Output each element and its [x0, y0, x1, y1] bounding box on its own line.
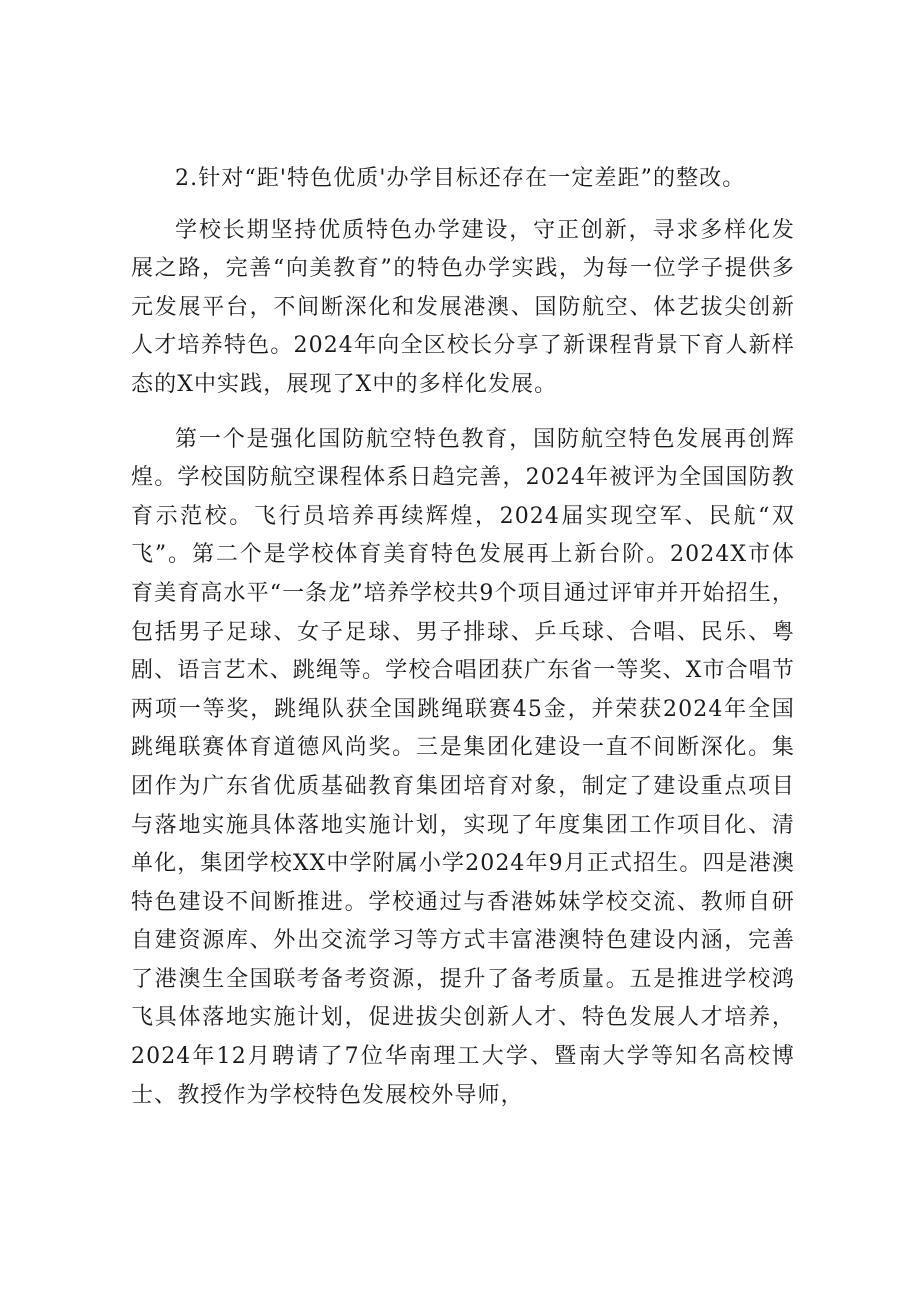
document-body: [131, 160, 795, 1131]
paragraph-2: 第一个是强化国防航空特色教育，国防航空特色发展再创辉煌。学校国防航空课程体系日趋完善，2024年被评为全国国防教育示范校。飞行员培养再续辉煌，2024届实现空军、民航“双飞”。第二个是学校体育美育特色发展再上新台阶。2024X市体育美育高水平“一条龙”培养学校共9个项目通过评审并开始招生，包括男子足球、女子足球、男子排球、乒乓球、合唱、民乐、粤剧、语言艺术、跳绳等。学校合唱团获广东省一等奖、X市合唱节两项一等奖，跳绳队获全国跳绳联赛45金，并荣获2024年全国跳绳联赛体育道德风尚奖。三是集团化建设一直不间断深化。集团作为广东省优质基础教育集团培育对象，制定了建设重点项目与落地实施具体落地实施计划，实现了年度集团工作项目化、清单化，集团学校XX中学附属小学2024年9月正式招生。四是港澳特色建设不间断推进。学校通过与香港姊妹学校交流、教师自研自建资源库、外出交流学习等方式丰富港澳特色建设内涵，完善了港澳生全国联考备考资源，提升了备考质量。五是推进学校鸿飞具体落地实施计划，促进拔尖创新人才、特色发展人才培养，2024年12月聘请了7位华南理工大学、暨南大学等知名高校博士、教授作为学校特色发展校外导师，: [131, 426, 795, 1108]
paragraph-1: 学校长期坚持优质特色办学建设，守正创新，寻求多样化发展之路，完善“向美教育”的特色办学实践，为每一位学子提供多元发展平台，不间断深化和发展港澳、国防航空、体艺拔尖创新人才培养特色。2024年向全区校长分享了新课程背景下育人新样态的X中实践，展现了X中的多样化发展。: [131, 217, 795, 397]
section-heading: 2.针对“距'特色优质'办学目标还存在一定差距”的整改。: [175, 166, 746, 191]
